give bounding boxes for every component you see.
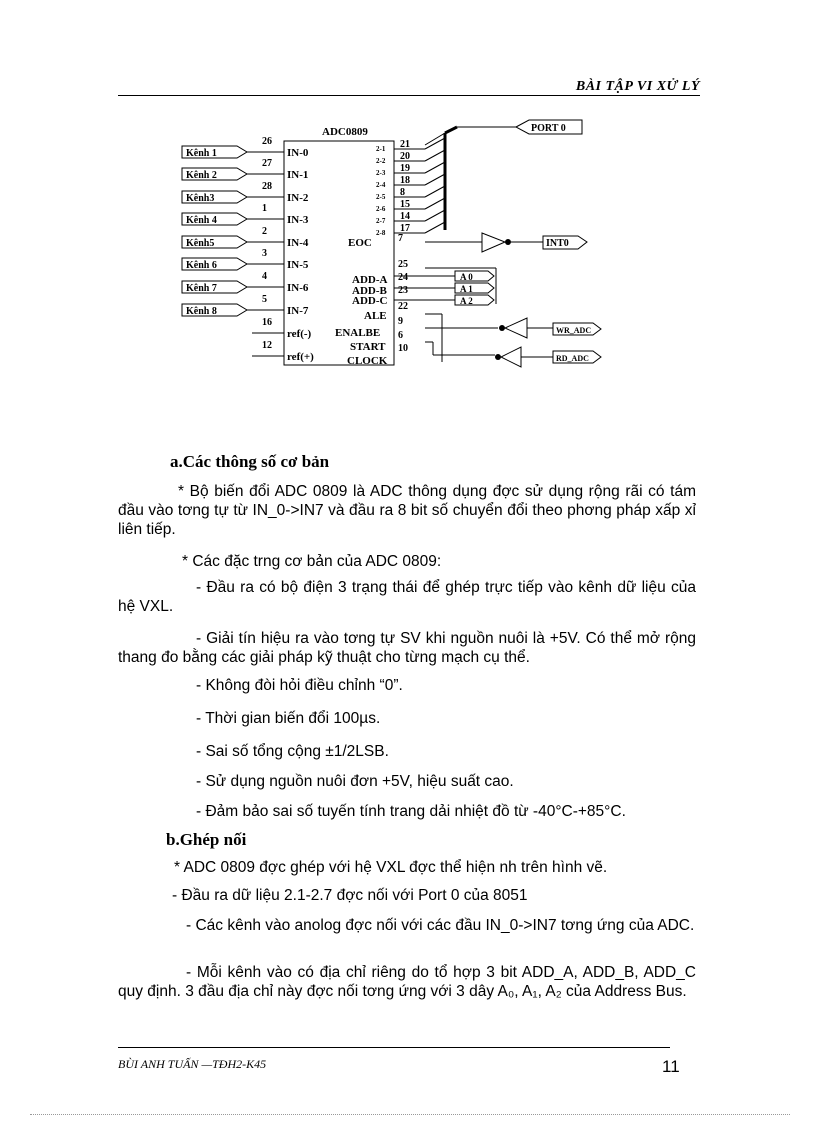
input-pin-label: ref(-)	[287, 328, 312, 340]
section-a-bullet6: - Sử dụng nguồn nuôi đơn +5V, hiệu suất cao.	[196, 773, 514, 790]
input-pin-number: 28	[262, 181, 272, 192]
control-pin-label: EOC	[348, 237, 372, 249]
input-pin-label: IN-7	[287, 305, 309, 317]
output-bit-label: 2-8	[376, 229, 386, 237]
input-pin-label: IN-4	[287, 237, 309, 249]
channel-label: Kênh 4	[186, 215, 217, 226]
input-pin-label: IN-5	[287, 259, 309, 271]
input-pin-label: ref(+)	[287, 351, 314, 363]
input-pin-label: IN-0	[287, 147, 309, 159]
output-pin-number: 8	[400, 187, 405, 198]
input-pin-number: 3	[262, 248, 267, 259]
section-a-bullet2: - Giải tín hiệu ra vào tơng tự SV khi nguồn nuôi là +5V. Có thể mở rộng thang đo bằng các giải pháp kỹ thuật cho từng mạch cụ thể.	[118, 630, 696, 666]
rd-inverter-symbol	[501, 347, 521, 367]
section-a-bullet4: - Thời gian biến đổi 100µs.	[196, 710, 381, 727]
output-pin-number: 15	[400, 199, 410, 210]
input-pin-number: 26	[262, 136, 272, 147]
section-a-bullet7: - Đảm bảo sai số tuyến tính trang dải nhiệt đồ từ -40°C-+85°C.	[196, 803, 626, 820]
control-pin-label: ADD-B	[352, 285, 387, 297]
control-pin-label: START	[350, 341, 386, 353]
section-a-bullet5: - Sai số tổng cộng ±1/2LSB.	[196, 743, 389, 760]
rd-adc-label: RD_ADC	[556, 354, 589, 363]
bus-entry	[425, 174, 445, 185]
section-a-para2: * Các đặc trng cơ bản của ADC 0809:	[182, 553, 442, 570]
port0-label: PORT 0	[531, 123, 566, 134]
output-and-control-pins	[335, 138, 494, 367]
input-pin-number: 2	[262, 226, 267, 237]
output-bit-label: 2-6	[376, 205, 386, 213]
input-pin-number: 16	[262, 317, 272, 328]
header-title: BÀI TẬP VI XỬ LÝ	[575, 79, 700, 94]
wr-inverter-symbol	[505, 318, 527, 338]
input-pin-number: 12	[262, 340, 272, 351]
output-pin-number: 21	[400, 139, 410, 150]
int0-label: INT0	[546, 238, 569, 249]
control-pin-number: 6	[398, 330, 403, 341]
channel-label: Kênh 2	[186, 170, 217, 181]
output-pin-number: 18	[400, 175, 410, 186]
bus-entry	[425, 162, 445, 173]
channel-label: Kênh5	[186, 238, 215, 249]
bus-entry	[425, 222, 445, 233]
control-pin-label: CLOCK	[347, 355, 388, 367]
channel-label: Kênh 8	[186, 306, 217, 317]
input-pin-label: IN-6	[287, 282, 309, 294]
section-a-heading: a.Các thông số cơ bản	[170, 452, 330, 471]
output-bit-label: 2-4	[376, 181, 386, 189]
section-b-bullet1: - Đầu ra dữ liệu 2.1-2.7 đợc nối với Port 0 của 8051	[172, 887, 528, 904]
adc0809-circuit-diagram	[0, 0, 816, 380]
output-pin-number: 20	[400, 151, 410, 162]
input-pin-number: 5	[262, 294, 267, 305]
output-pin-number: 17	[400, 223, 410, 234]
input-pin-label: IN-3	[287, 214, 309, 226]
section-a-para1: * Bộ biến đổi ADC 0809 là ADC thông dụng đợc sử dụng rộng rãi có tám đầu vào tơng tự từ IN_0->IN7 và đầu ra 8 bit số chuyển đổi theo phơng pháp xấp xỉ liên tiếp.	[118, 483, 696, 538]
address-label: A 1	[460, 284, 473, 294]
section-b-heading: b.Ghép nối	[166, 830, 247, 849]
input-pin-number: 27	[262, 158, 272, 169]
chip-label: ADC0809	[322, 126, 368, 138]
input-pin-label: IN-1	[287, 169, 309, 181]
input-pin-number: 1	[262, 203, 267, 214]
output-bit-label: 2-3	[376, 169, 386, 177]
page-number: 11	[662, 1057, 680, 1076]
bus-entry	[425, 186, 445, 197]
eoc-buffer-symbol	[482, 233, 505, 252]
bus-entry	[425, 210, 445, 221]
control-pin-label: ALE	[364, 310, 387, 322]
control-pin-number: 9	[398, 316, 403, 327]
input-pin-label: IN-2	[287, 192, 309, 204]
section-b-bullet3: - Mỗi kênh vào có địa chỉ riêng do tổ hợp 3 bit ADD_A, ADD_B, ADD_C quy định. 3 đầu địa chỉ này đợc nối tơng ứng với 3 dây A₀, A₁, A₂ của Address Bus.	[118, 964, 696, 1000]
output-bit-label: 2-2	[376, 157, 386, 165]
channel-label: Kênh 1	[186, 148, 217, 159]
control-pin-number: 25	[398, 259, 408, 270]
section-b-bullet2: - Các kênh vào anolog đợc nối với các đầu IN_0->IN7 tơng ứng của ADC.	[186, 917, 695, 934]
output-bit-label: 2-7	[376, 217, 386, 225]
section-b-para1: * ADC 0809 đợc ghép với hệ VXL đợc thể hiện nh trên hình vẽ.	[174, 859, 608, 876]
channel-label: Kênh3	[186, 193, 215, 204]
channel-label: Kênh 6	[186, 260, 217, 271]
control-pin-number: 7	[398, 233, 403, 244]
control-pin-number: 10	[398, 343, 408, 354]
output-pin-number: 19	[400, 163, 410, 174]
output-pin-number: 14	[400, 211, 410, 222]
bus-entry	[425, 198, 445, 209]
footer-rule	[118, 1047, 670, 1048]
bottom-dotted-rule	[30, 1114, 790, 1115]
footer-author: BÙI ANH TUẤN —TĐH2-K45	[118, 1057, 267, 1071]
section-a-bullet1: - Đầu ra có bộ điện 3 trạng thái để ghép trực tiếp vào kênh dữ liệu của hệ VXL.	[118, 579, 696, 615]
input-pin-number: 4	[262, 271, 267, 282]
control-pin-number: 24	[398, 272, 408, 283]
channel-label: Kênh 7	[186, 283, 217, 294]
wr-adc-label: WR_ADC	[556, 326, 592, 335]
control-pin-label: ADD-A	[352, 274, 388, 286]
output-bit-label: 2-1	[376, 145, 386, 153]
section-a-bullet3: - Không đòi hỏi điều chỉnh “0”.	[196, 677, 403, 694]
address-label: A 2	[460, 296, 473, 306]
bus-entry	[425, 150, 445, 161]
control-pin-label: ENALBE	[335, 327, 381, 339]
output-bit-label: 2-5	[376, 193, 386, 201]
control-pin-label: ADD-C	[352, 295, 388, 307]
control-pin-number: 22	[398, 301, 408, 312]
address-label: A 0	[460, 272, 473, 282]
input-channels	[182, 136, 314, 363]
control-pin-number: 23	[398, 285, 408, 296]
